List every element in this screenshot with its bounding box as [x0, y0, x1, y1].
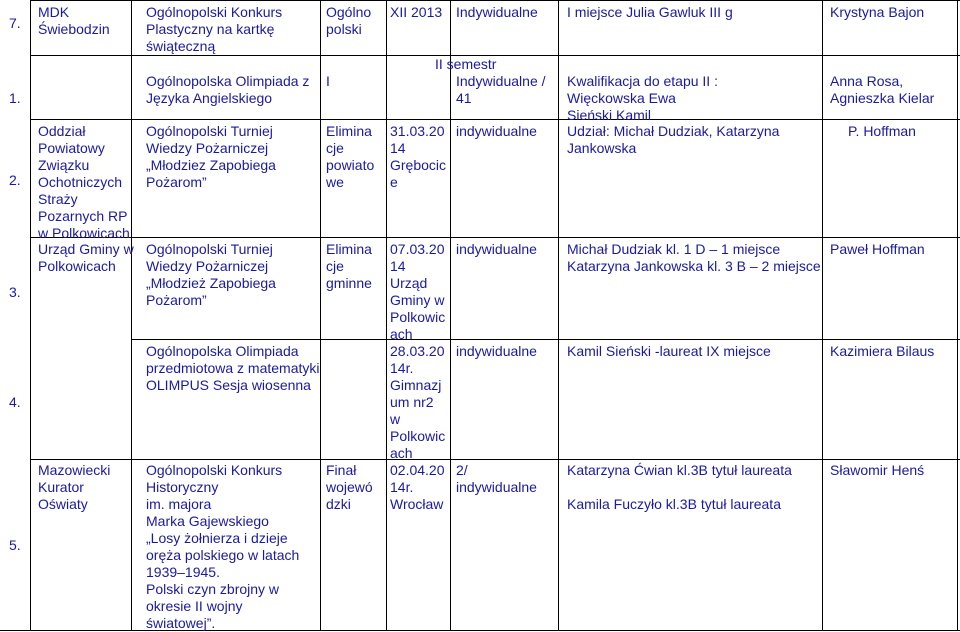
organizer-line: Oddział [38, 123, 86, 139]
competition-line: „Młodzież Zapobiega [146, 275, 276, 291]
date-line: 31.03.20 [390, 123, 445, 139]
result-line: Jankowska [567, 140, 637, 156]
row-divider [30, 0, 960, 1]
col-divider [320, 0, 321, 631]
competition-line: Pożarom” [146, 174, 207, 190]
date-line: 14r. [390, 479, 414, 495]
date-line: 14 [390, 140, 406, 156]
date-line: w [390, 411, 401, 427]
competition-line: Wiedzy Pożarniczej [146, 140, 269, 156]
competition-line: Ogólnopolski Konkurs [146, 462, 283, 478]
competition-line: Ogólnopolski Turniej [146, 241, 273, 257]
date-line: 28.03.20 [390, 343, 445, 359]
col-divider [386, 0, 387, 631]
organizer-line: w Polkowicach [38, 225, 130, 241]
teacher-line: Paweł Hoffman [830, 241, 925, 257]
competition-line: 1939–1945. [146, 564, 220, 580]
result-line: Kwalifikacja do etapu II : [567, 73, 718, 89]
row-number: 5. [9, 537, 21, 553]
result-line: Kamil Sieński -laureat IX miejsce [567, 343, 771, 359]
date-line: Polkowic [390, 309, 446, 325]
competition-line: „Młodziez Zapobiega [146, 157, 276, 173]
organizer-line: Kurator [38, 479, 84, 495]
stage-line: I [326, 73, 330, 89]
stage-line: gminne [326, 275, 372, 291]
teacher-line: Krystyna Bajon [830, 4, 925, 20]
form-line: indywidualne [456, 123, 537, 139]
stage-line: cje [326, 140, 344, 156]
organizer-line: Świebodzin [38, 21, 110, 37]
date-line: Grębocic [390, 157, 447, 173]
stage-line: wojewó [326, 479, 373, 495]
row-number: 2. [9, 172, 21, 188]
row-number: 4. [9, 394, 21, 410]
date-line: Gminy w [390, 292, 445, 308]
date-line: Wrocław [390, 496, 444, 512]
organizer-line: Pozarnych RP [38, 208, 128, 224]
form-line: indywidualne [456, 241, 537, 257]
semester-header: II semestr [435, 56, 497, 72]
col-divider [450, 0, 451, 631]
row-divider [131, 339, 960, 340]
competition-line: światowej”. [146, 615, 216, 631]
row-number: 3. [9, 284, 21, 300]
competition-line: okresie II wojny [146, 598, 243, 614]
form-line: indywidualne [456, 479, 537, 495]
competition-line: Wiedzy Pożarniczej [146, 258, 269, 274]
organizer-line: Związku [38, 157, 90, 173]
competition-line: Ogólnopolski Konkurs [146, 4, 283, 20]
stage-line: Elimina [326, 123, 372, 139]
organizer-line: Oświaty [38, 496, 88, 512]
teacher-line: P. Hoffman [848, 123, 916, 139]
competition-line: OLIMPUS Sesja wiosenna [146, 377, 311, 393]
col-divider [957, 0, 958, 631]
form-line: indywidualne [456, 343, 537, 359]
competition-line: Plastyczny na kartkę [146, 21, 275, 37]
competition-line: Polski czyn zbrojny w [146, 581, 280, 597]
row-number: 1. [9, 90, 21, 106]
result-line: Katarzyna Ćwian kl.3B tytuł laureata [567, 462, 792, 478]
result-line: Udział: Michał Dudziak, Katarzyna [567, 123, 780, 139]
result-line: Więckowska Ewa [567, 90, 676, 106]
row-divider [30, 237, 960, 238]
stage-line: we [326, 174, 344, 190]
result-line: Sieński Kamil [567, 107, 652, 123]
date-line: 14 [390, 258, 406, 274]
row-divider [30, 119, 960, 120]
organizer-line: Polkowicach [38, 258, 116, 274]
competition-line: świąteczną [146, 38, 216, 54]
stage-line: polski [326, 21, 362, 37]
row-number: 7. [9, 15, 21, 31]
result-line: Kamila Fuczyło kl.3B tytuł laureata [567, 496, 781, 512]
result-line: I miejsce Julia Gawluk III g [567, 4, 733, 20]
col-divider [30, 0, 31, 631]
organizer-line: Ochotniczych [38, 174, 123, 190]
competition-line: Języka Angielskiego [146, 90, 273, 106]
date-line: 07.03.20 [390, 241, 445, 257]
teacher-line: Sławomir Henś [830, 462, 925, 478]
competition-line: Historyczny [146, 479, 219, 495]
form-line: Indywidualne / [456, 73, 546, 89]
competition-line: Marka Gajewskiego [146, 513, 269, 529]
competition-line: przedmiotowa z matematyki [146, 360, 320, 376]
organizer-line: Urząd Gminy w [38, 241, 134, 257]
form-line: Indywidualne [456, 4, 538, 20]
stage-line: Finał [326, 462, 357, 478]
result-line: Michał Dudziak kl. 1 D – 1 miejsce [567, 241, 781, 257]
stage-line: Ogólno [326, 4, 372, 20]
competition-line: im. majora [146, 496, 212, 512]
competition-line: Ogólnopolska Olimpiada [146, 343, 299, 359]
result-line: Katarzyna Jankowska kl. 3 B – 2 miejsce [567, 258, 821, 274]
col-divider [822, 0, 823, 631]
stage-line: Elimina [326, 241, 372, 257]
form-line: 2/ [456, 462, 468, 478]
date-line: um nr2 [390, 394, 434, 410]
date-line: 14r. [390, 360, 414, 376]
date-line: Gimnazj [390, 377, 442, 393]
teacher-line: Anna Rosa, [830, 73, 904, 89]
organizer-line: Straży [38, 191, 78, 207]
teacher-line: Agnieszka Kielar [830, 90, 935, 106]
date-line: ach [390, 445, 413, 461]
form-line: 41 [456, 90, 472, 106]
date-line: ach [390, 326, 413, 342]
organizer-line: Mazowiecki [38, 462, 111, 478]
stage-line: powiato [326, 157, 375, 173]
date-line: XII 2013 [390, 4, 443, 20]
competition-line: Pożarom” [146, 292, 207, 308]
competition-line: „Losy żołnierza i dzieje [146, 530, 288, 546]
teacher-line: Kazimiera Bilaus [830, 343, 935, 359]
date-line: Urząd [390, 275, 428, 291]
date-line: e [390, 174, 398, 190]
organizer-line: MDK [38, 4, 70, 20]
date-line: 02.04.20 [390, 462, 445, 478]
stage-line: cje [326, 258, 344, 274]
competition-line: Ogólnopolski Turniej [146, 123, 273, 139]
stage-line: dzki [326, 496, 351, 512]
row-divider [30, 459, 960, 460]
col-divider [131, 0, 132, 631]
date-line: Polkowic [390, 428, 446, 444]
competition-line: Ogólnopolska Olimpiada z [146, 73, 310, 89]
competition-line: oręża polskiego w latach [146, 547, 300, 563]
organizer-line: Powiatowy [38, 140, 105, 156]
col-divider [558, 0, 559, 631]
